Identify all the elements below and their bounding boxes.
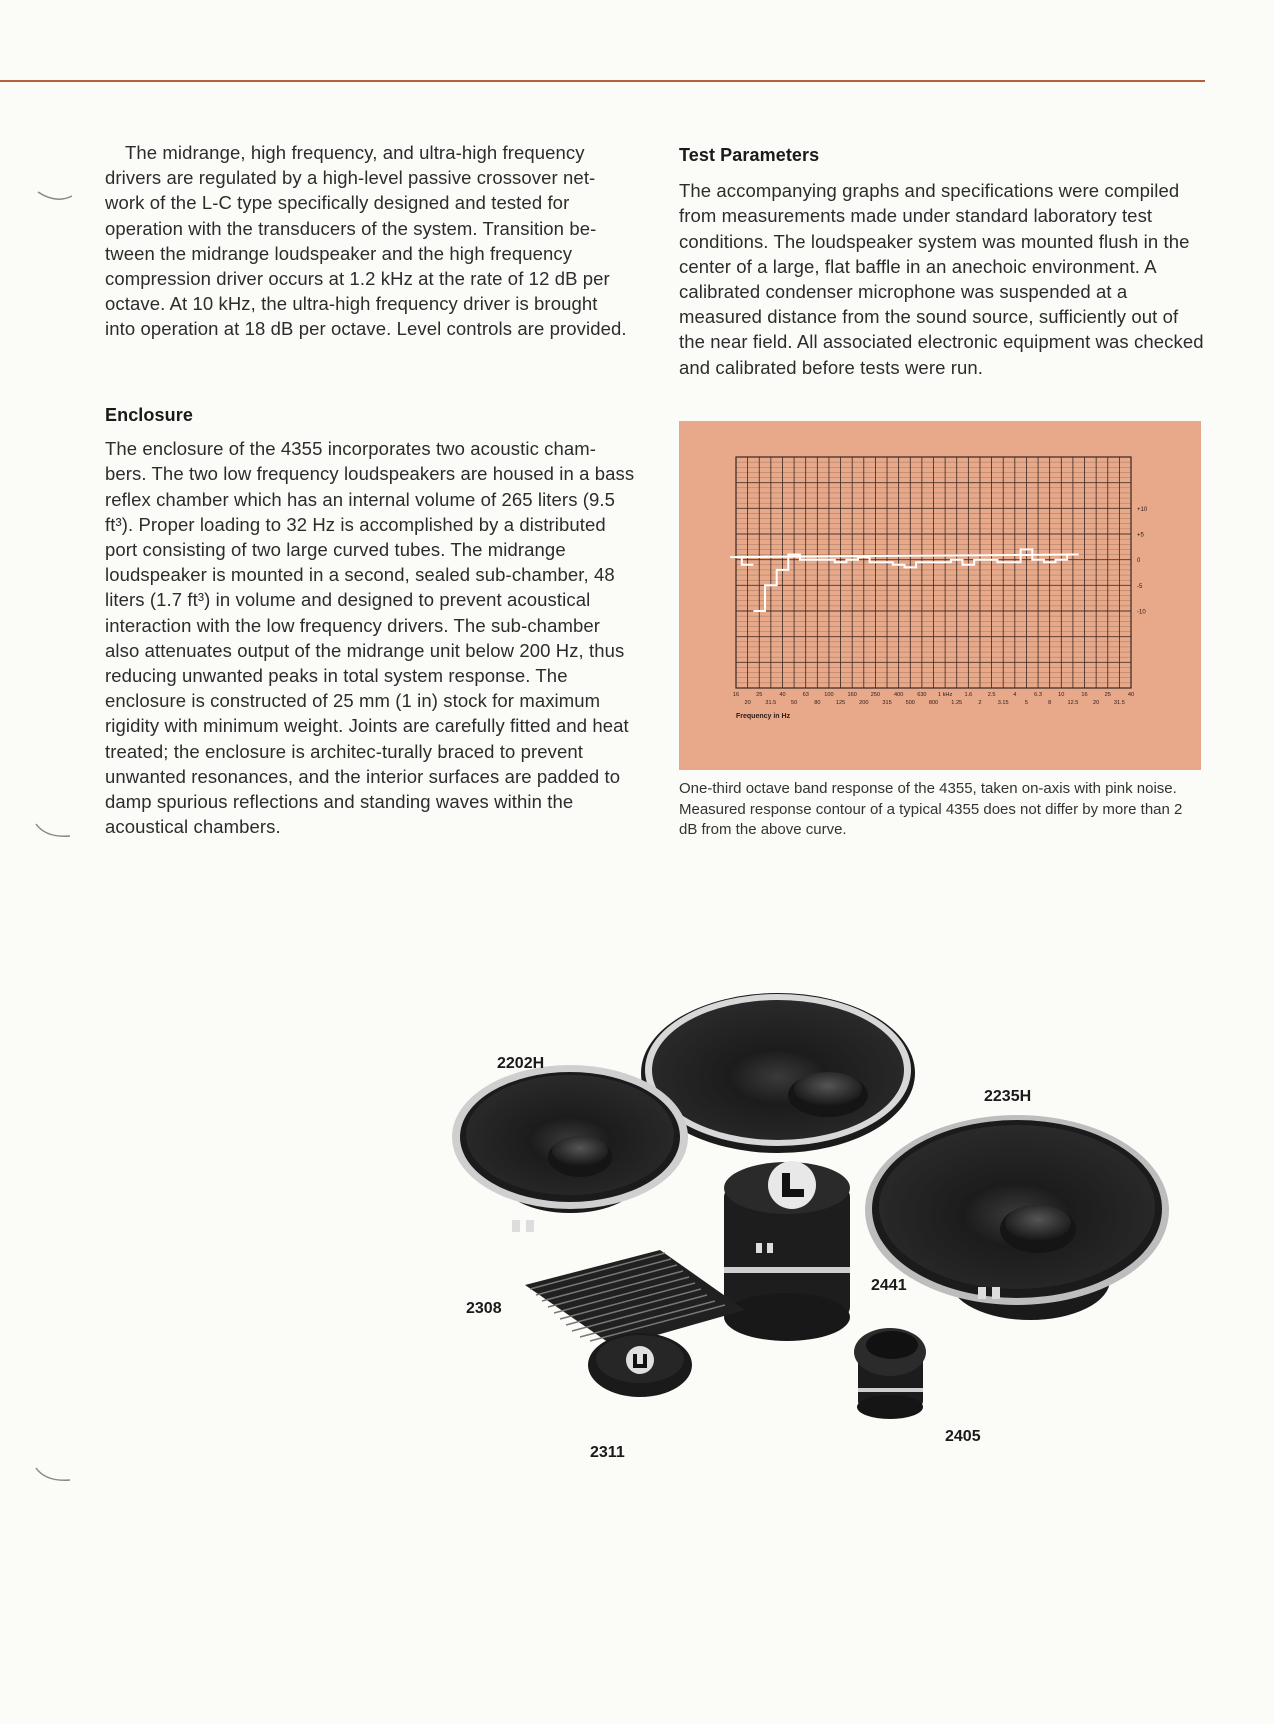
label-2311: 2311 xyxy=(590,1444,625,1461)
driver-components-photo xyxy=(440,985,1220,1470)
x-tick-label: 630 xyxy=(917,692,927,698)
x-tick-label: 500 xyxy=(905,700,915,706)
y-tick-label: -5 xyxy=(1137,583,1143,590)
x-tick-label: 40 xyxy=(1127,692,1135,698)
x-tick-label: 8 xyxy=(1048,700,1052,706)
x-tick-label: 2 xyxy=(978,700,982,706)
test-parameters-body: The accompanying graphs and specifications were compiled from measurements made under standard laboratory test conditions. The loudspeaker system was mounted flush in the center of a large, flat baffle in an anechoic environment. A calibrated condenser microphone was suspended at a measured distance from the sound source, sufficiently out of the near field. All associated electronic equipment was checked and calibrated before tests were run. xyxy=(679,180,1204,378)
binder-hole-mark xyxy=(34,1466,74,1486)
x-tick-label: 315 xyxy=(882,700,892,706)
x-axis-label: Frequency in Hz xyxy=(736,713,791,720)
y-tick-label: 0 xyxy=(1137,558,1141,565)
y-tick-label: -10 xyxy=(1137,609,1146,616)
x-tick-label: 6.3 xyxy=(1034,692,1042,698)
x-tick-label: 250 xyxy=(870,692,881,698)
label-2308: 2308 xyxy=(466,1300,502,1317)
x-tick-label: 5 xyxy=(1024,700,1029,706)
crossover-paragraph-text: The midrange, high frequency, and ultra-high frequency drivers are regulated by a high-level passive crossover net-work of the L-C type specifically designed and tested for operation with the transducers of the system. Transition be-tween the midrange loudspeaker and the high frequency compression driver occurs at 1.2 kHz at the rate of 12 dB per octave. At 10 kHz, the ultra-high frequency driver is brought into operation at 18 dB per octave. Level controls are provided. xyxy=(105,142,627,340)
frequency-response-chart xyxy=(679,421,1201,770)
x-tick-label: 20 xyxy=(1093,700,1100,706)
x-tick-label: 1.25 xyxy=(951,700,963,706)
x-tick-label: 10 xyxy=(1058,692,1065,698)
x-tick-label: 25 xyxy=(1104,692,1111,698)
chart-caption: One-third octave band response of the 4355, taken on-axis with pink noise. Measured response contour of a typical 4355 does not differ by more than 2 dB from the above curve. xyxy=(679,780,1183,838)
x-tick-label: 800 xyxy=(928,700,939,706)
x-tick-label: 80 xyxy=(814,700,821,706)
horn-2308 xyxy=(525,1250,745,1347)
lens-2311 xyxy=(588,1333,692,1397)
x-tick-label: 4 xyxy=(1013,692,1017,698)
label-2235h: 2235H xyxy=(984,1088,1032,1105)
x-tick-label: 12.5 xyxy=(1067,700,1079,706)
top-rule xyxy=(0,80,1205,82)
x-tick-label: 200 xyxy=(859,700,869,706)
x-tick-label: 2.5 xyxy=(987,692,996,698)
x-tick-label: 1.6 xyxy=(964,692,973,698)
tweeter-2405 xyxy=(854,1328,926,1419)
enclosure-section xyxy=(105,403,635,839)
drivers-illustration xyxy=(440,985,1220,1470)
binder-hole-mark xyxy=(36,188,76,208)
chart-svg xyxy=(679,421,1201,770)
enclosure-body: The enclosure of the 4355 incorporates two acoustic cham-bers. The two low frequency loudspeakers are housed in a bass reflex chamber which has an internal volume of 265 liters (9.5 ft³). Proper loading to 32 Hz is accomplished by a distributed port consisting of two large curved tubes. The midrange loudspeaker is mounted in a second, sealed sub-chamber, 48 liters (1.7 ft³) in volume and designed to prevent acoustical interaction with the low frequency drivers. The sub-chamber also attenuates output of the midrange unit below 200 Hz, thus reducing unwanted peaks in total system response. The enclosure is constructed of 25 mm (1 in) stock for maximum rigidity with minimum weight. Joints are carefully fitted and heat treated; the enclosure is architec-turally braced to prevent unwanted resonances, and the interior surfaces are padded to damp spurious reflections and standing waves within the acoustical chambers. xyxy=(105,438,635,838)
label-2441: 2441 xyxy=(871,1277,907,1294)
y-tick-label: +5 xyxy=(1137,532,1144,539)
y-tick-label: +10 xyxy=(1137,506,1148,513)
x-tick-label: 16 xyxy=(732,692,740,698)
compression-driver-2441 xyxy=(724,1161,850,1341)
enclosure-heading: Enclosure xyxy=(105,405,193,425)
woofer-2235h xyxy=(865,1115,1169,1320)
test-parameters-heading: Test Parameters xyxy=(679,145,820,165)
x-tick-label: 16 xyxy=(1081,692,1088,698)
x-tick-label: 25 xyxy=(756,692,763,698)
x-tick-label: 50 xyxy=(790,700,798,706)
x-tick-label: 3.15 xyxy=(997,700,1009,706)
x-tick-label: 31.5 xyxy=(765,700,777,706)
x-tick-label: 160 xyxy=(847,692,857,698)
x-tick-label: 1 kHz xyxy=(937,692,953,698)
label-2202h: 2202H xyxy=(497,1055,545,1072)
x-tick-label: 100 xyxy=(824,692,834,698)
woofer-2202h xyxy=(452,1065,688,1232)
x-tick-label: 400 xyxy=(893,692,904,698)
test-parameters-section xyxy=(679,143,1204,380)
x-tick-label: 20 xyxy=(744,700,751,706)
x-tick-label: 63 xyxy=(802,692,809,698)
label-2405: 2405 xyxy=(945,1428,981,1445)
binder-hole-mark xyxy=(34,822,74,842)
x-tick-label: 31.5 xyxy=(1113,700,1125,706)
crossover-paragraph xyxy=(105,140,630,342)
x-tick-label: 40 xyxy=(779,692,786,698)
x-tick-label: 125 xyxy=(835,700,846,706)
